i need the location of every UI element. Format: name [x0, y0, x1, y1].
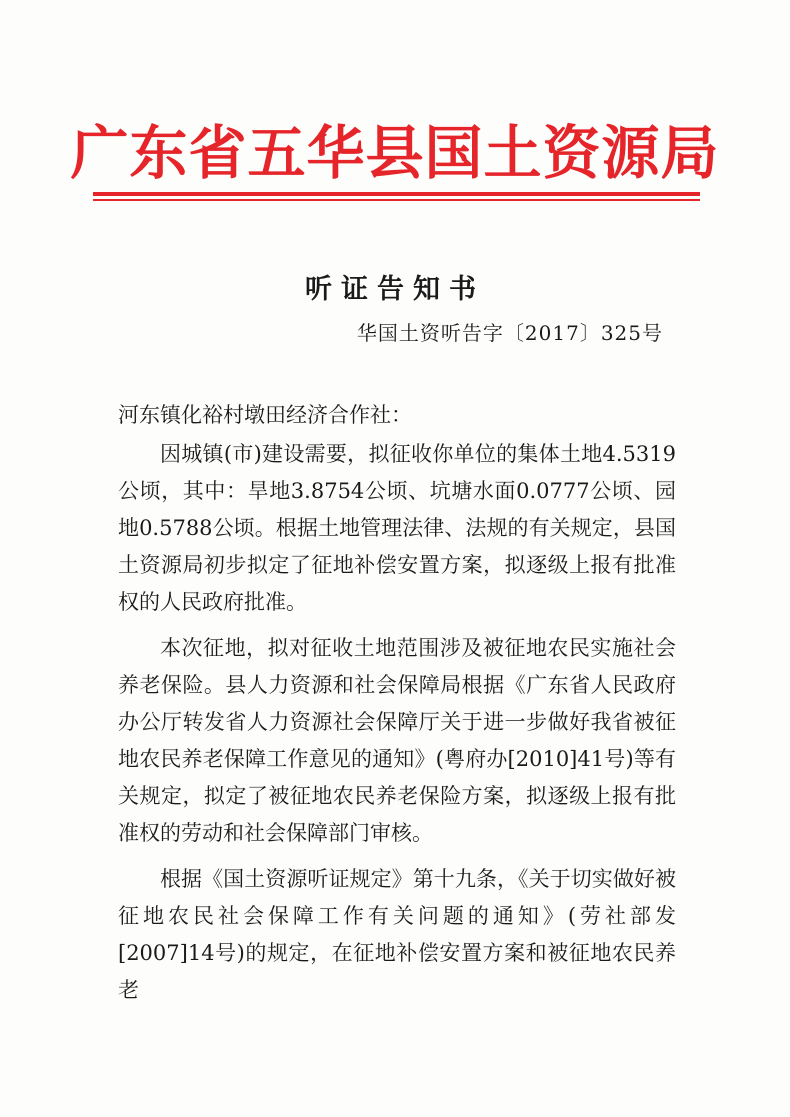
document-body: [118, 436, 676, 1018]
body-paragraph: 本次征地，拟对征收土地范围涉及被征地农民实施社会养老保险。县人力资源和社会保障局根据《广东省人民政府办公厅转发省人力资源社会保障厅关于进一步做好我省被征地农民养老保障工作意见的通知》(粤府办[2010]41号)等有关规定，拟定了被征地农民养老保险方案，拟逐级上报有批准权的劳动和社会保障部门审核。: [118, 636, 676, 845]
letterhead-org-name: 广东省五华县国土资源局: [70, 119, 720, 187]
document-number: 华国土资听告字〔2017〕325号: [356, 321, 663, 345]
letterhead-red-rule-thin: [93, 199, 700, 201]
body-paragraph: 根据《国土资源听证规定》第十九条，《关于切实做好被征地农民社会保障工作有关问题的通知》(劳社部发[2007]14号)的规定，在征地补偿安置方案和被征地农民养老: [118, 867, 676, 1002]
document-title: 听证告知书: [305, 274, 485, 305]
letterhead-red-rule: [93, 192, 700, 196]
addressee: 河东镇化裕村墩田经济合作社：: [118, 403, 412, 427]
body-paragraph: 因城镇(市)建设需要，拟征收你单位的集体土地4.5319公顷，其中：旱地3.8754公顷、坑塘水面0.0777公顷、园地0.5788公顷。根据土地管理法律、法规的有关规定，县国土资源局初步拟定了征地补偿安置方案，拟逐级上报有批准权的人民政府批准。: [118, 442, 676, 614]
